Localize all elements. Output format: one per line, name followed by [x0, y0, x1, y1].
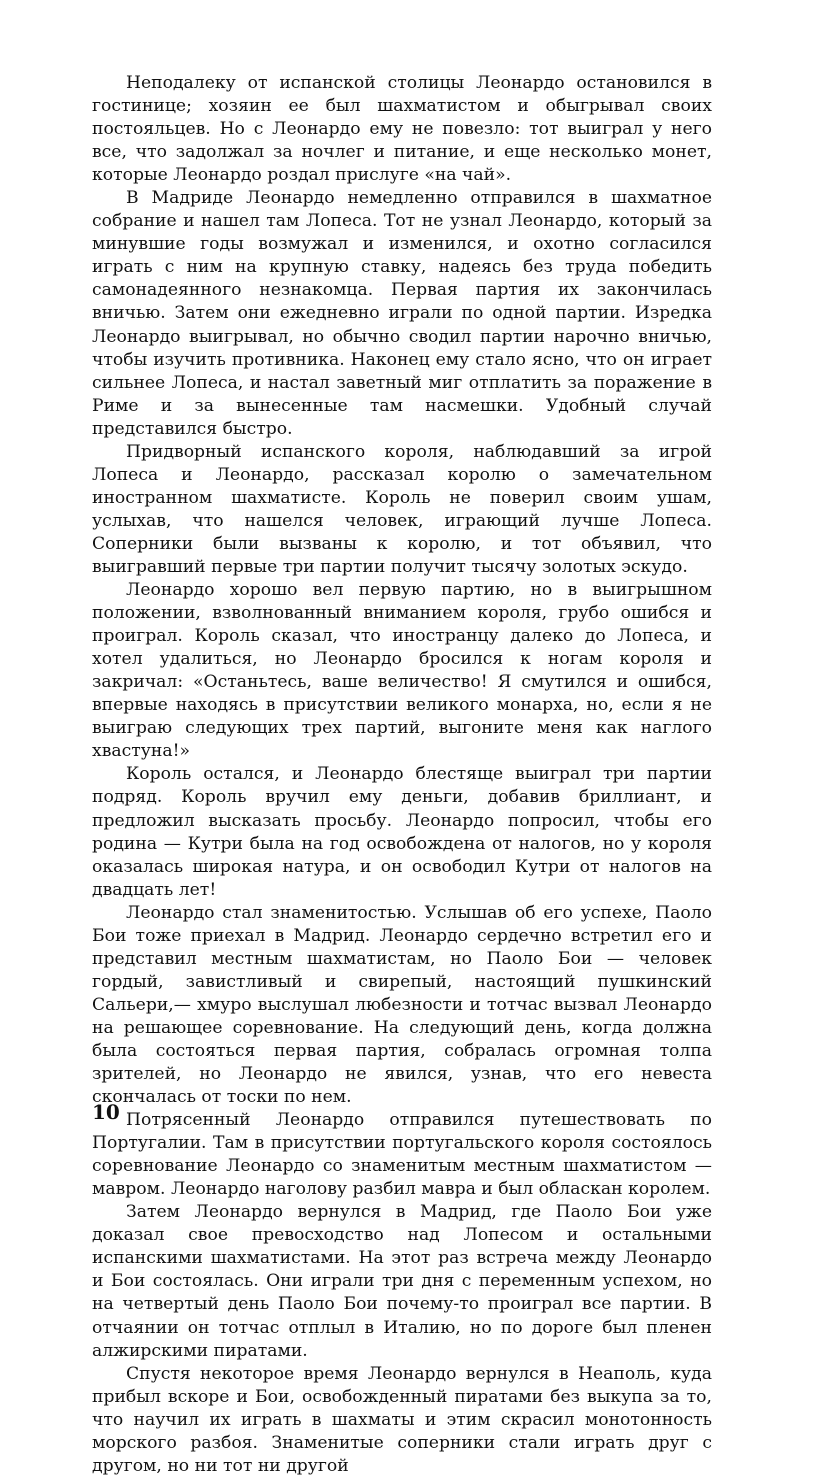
- paragraph: Придворный испанского короля, наблюдавший за игрой Лопеса и Леонардо, рассказал королю о замечательном иностранном шахматисте. Король не поверил своим ушам, услыхав, что нашелся человек, играющий лучше Лопеса. Соперники были вызваны к королю, и тот объявил, что выигравший первые три партии получит тысячу золотых эскудо.: [92, 441, 712, 577]
- paragraph: Леонардо стал знаменитостью. Услышав об его успехе, Паоло Бои тоже приехал в Мадрид. Леонардо сердечно встретил его и представил местным шахматистам, но Паоло Бои — человек гордый, завистливый и свирепый, настоящий пушкинский Сальери,— хмуро выслушал любезности и тотчас вызвал Леонардо на решающее соревнование. На следующий день, когда должна была состояться первая партия, собралась огромная толпа зрителей, но Леонардо не явился, узнав, что его невеста скончалась от тоски по нем.: [92, 902, 712, 1108]
- page-text: [92, 72, 712, 1478]
- page-number: 10: [92, 1100, 120, 1124]
- paragraph: Король остался, и Леонардо блестяще выиграл три партии подряд. Король вручил ему деньги, добавив бриллиант, и предложил высказать просьбу. Леонардо попросил, чтобы его родина — Кутри была на год освобождена от налогов, но у короля оказалась широкая натура, и он освободил Кутри от налогов на двадцать лет!: [92, 764, 712, 900]
- paragraph: В Мадриде Леонардо немедленно отправился в шахматное собрание и нашел там Лопеса. Тот не узнал Леонардо, который за минувшие годы возмужал и изменился, и охотно согласился играть с ним на крупную ставку, надеясь без труда победить самонадеянного незнакомца. Первая партия их закончилась вничью. Затем они ежедневно играли по одной партии. Изредка Леонардо выигрывал, но обычно сводил партии нарочно вничью, чтобы изучить противника. Наконец ему стало ясно, что он играет сильнее Лопеса, и настал заветный миг отплатить за поражение в Риме и за вынесенные там насмешки. Удобный случай представился быстро.: [92, 188, 712, 439]
- paragraph: Неподалеку от испанской столицы Леонардо остановился в гостинице; хозяин ее был шахматистом и обыгрывал своих постояльцев. Но с Леонардо ему не повезло: тот выиграл у него все, что задолжал за ночлег и питание, и еще несколько монет, которые Леонардо роздал прислуге «на чай».: [92, 73, 712, 186]
- paragraph: Леонардо хорошо вел первую партию, но в выигрышном положении, взволнованный вниманием короля, грубо ошибся и проиграл. Король сказал, что иностранцу далеко до Лопеса, и хотел удалиться, но Леонардо бросился к ногам короля и закричал: «Останьтесь, ваше величество! Я смутился и ошибся, впервые находясь в присутствии великого монарха, но, если я не выиграю следующих трех партий, выгоните меня как наглого хвастуна!»: [92, 580, 712, 762]
- paragraph: Затем Леонардо вернулся в Мадрид, где Паоло Бои уже доказал свое превосходство над Лопесом и остальными испанскими шахматистами. На этот раз встреча между Леонардо и Бои состоялась. Они играли три дня с переменным успехом, но на четвертый день Паоло Бои почему-то проиграл все партии. В отчаянии он тотчас отплыл в Италию, но по дороге был пленен алжирскими пиратами.: [92, 1202, 712, 1361]
- paragraph: Спустя некоторое время Леонардо вернулся в Неаполь, куда прибыл вскоре и Бои, освобожденный пиратами без выкупа за то, что научил их играть в шахматы и этим скрасил монотонность морского разбоя. Знаменитые соперники стали играть друг с другом, но ни тот ни другой: [92, 1363, 712, 1476]
- paragraph: Потрясенный Леонардо отправился путешествовать по Португалии. Там в присутствии португальского короля состоялось соревнование Леонардо со знаменитым местным шахматистом — мавром. Леонардо наголову разбил мавра и был обласкан королем.: [92, 1110, 712, 1200]
